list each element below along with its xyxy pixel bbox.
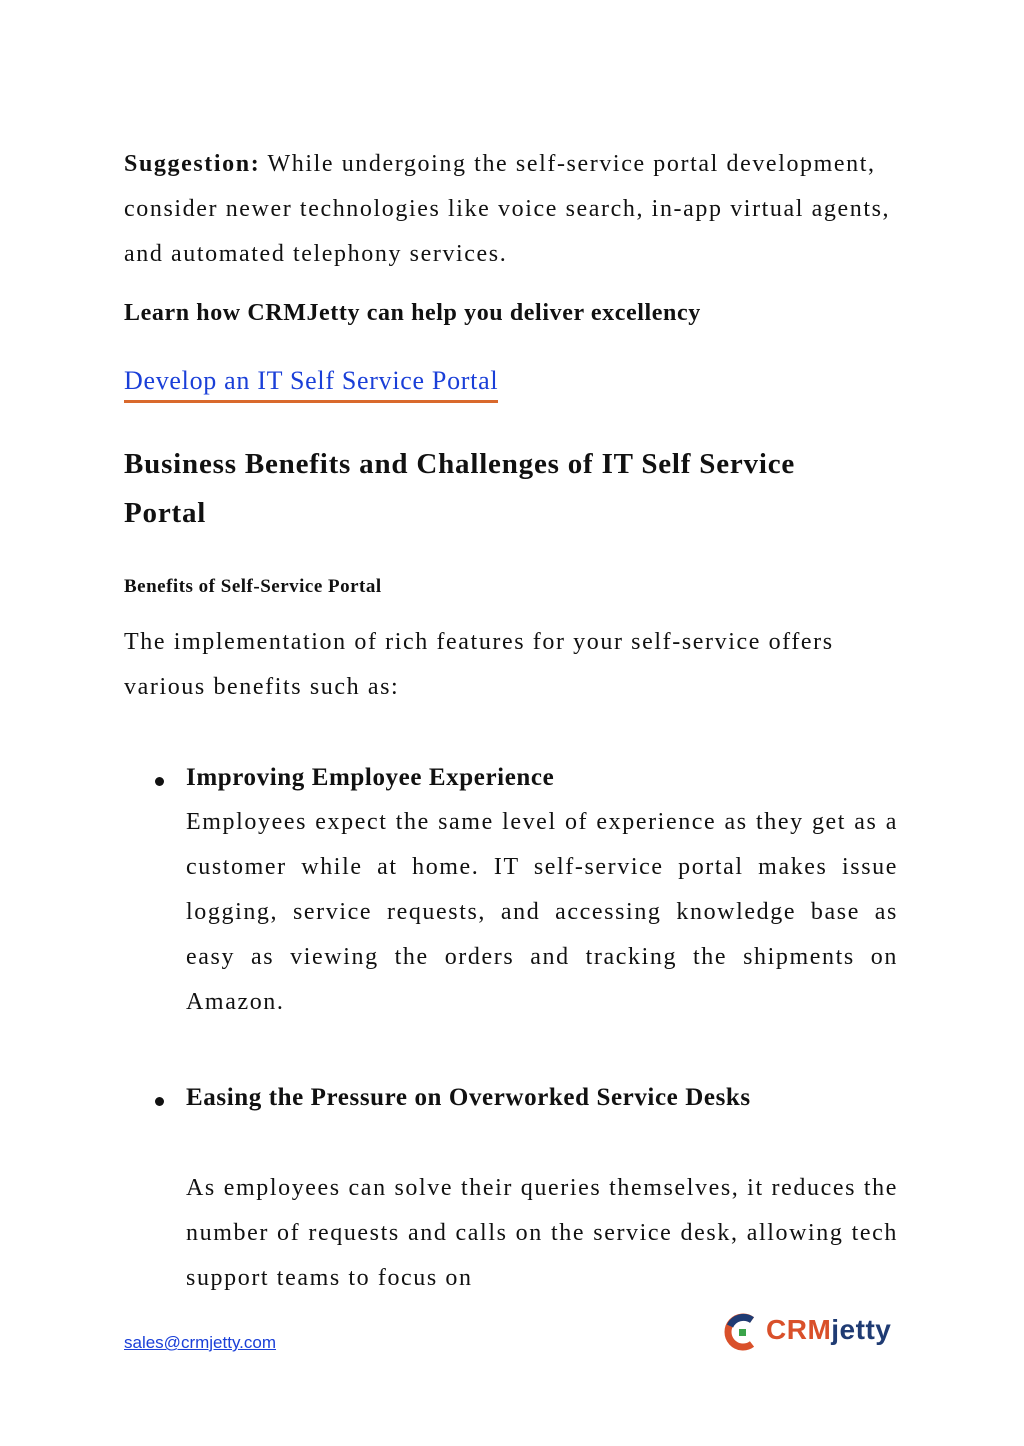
intro-block [124,620,864,710]
crmjetty-logo [722,1312,902,1352]
logo-jetty-text: jetty [831,1314,892,1345]
crmjetty-logo-icon [722,1312,762,1352]
section-heading-block [124,440,864,538]
logo-crm-text: CRM [766,1314,832,1345]
suggestion-block [124,142,898,277]
suggestion-paragraph [124,142,898,277]
bullet-body: Employees expect the same level of experience as they get as a customer while at home. IT self-service portal makes issue logging, service requests, and accessing knowledge base as easy as viewing the orders and tracking the shipments on Amazon. [186,809,898,1015]
bullet-dot-icon [155,1097,164,1106]
intro-paragraph: The implementation of rich features for your self-service offers various benefits such as: [124,629,834,700]
develop-portal-link[interactable]: Develop an IT Self Service Portal [124,364,498,403]
bullet-dot-icon [155,777,164,786]
footer-email-link[interactable]: sales@crmjetty.com [124,1333,277,1352]
bullet-title: Improving Employee Experience [186,764,555,791]
bullet-body-block [186,1166,898,1301]
sub-heading: Benefits of Self-Service Portal [124,576,382,597]
section-heading: Business Benefits and Challenges of IT Self Service Portal [124,448,796,529]
cta-heading: Learn how CRMJetty can help you deliver excellency [124,300,701,326]
logo-wordmark [766,1314,891,1346]
suggestion-label: Suggestion: [124,151,261,177]
bullet-title: Easing the Pressure on Overworked Service Desks [186,1084,751,1111]
bullet-body-block [186,800,898,1025]
suggestion-text: While undergoing the self-service portal development, consider newer technologies like voice search, in-app virtual agents, and automated telephony services. [124,151,891,267]
bullet-body: As employees can solve their queries themselves, it reduces the number of requests and calls on the service desk, allowing tech support teams to focus on [186,1175,898,1291]
